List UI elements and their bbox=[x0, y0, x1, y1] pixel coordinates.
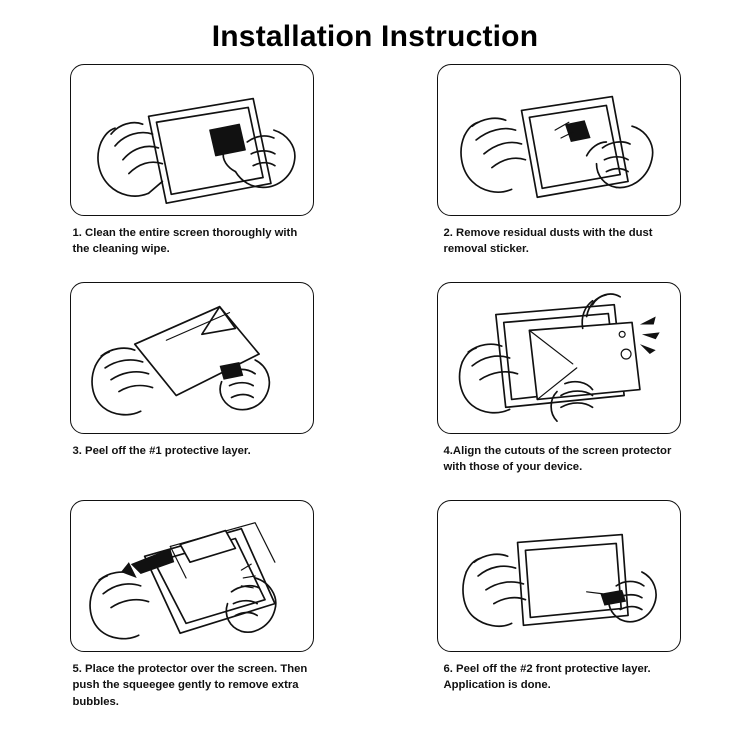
step-1 bbox=[8, 64, 375, 282]
step-3 bbox=[8, 282, 375, 500]
step-1-caption: 1. Clean the entire screen thoroughly with the cleaning wipe. bbox=[72, 227, 298, 256]
step-3-caption: 3. Peel off the #1 protective layer. bbox=[72, 445, 251, 457]
step-1-illustration bbox=[70, 64, 314, 216]
step-5-illustration bbox=[70, 500, 314, 652]
step-5 bbox=[8, 500, 375, 718]
step-3-illustration bbox=[70, 282, 314, 434]
page-title: Installation Instruction bbox=[211, 20, 539, 53]
step-2 bbox=[375, 64, 742, 282]
step-5-caption: 5. Place the protector over the screen. Then push the squeegee gently to remove extra bubbles. bbox=[72, 663, 308, 708]
step-6 bbox=[375, 500, 742, 718]
step-4-illustration bbox=[437, 282, 681, 434]
step-2-illustration bbox=[437, 64, 681, 216]
step-6-illustration bbox=[437, 500, 681, 652]
steps-grid bbox=[0, 64, 750, 718]
step-4 bbox=[375, 282, 742, 500]
step-4-caption: 4.Align the cutouts of the screen protector with those of your device. bbox=[443, 445, 672, 474]
step-2-caption: 2. Remove residual dusts with the dust removal sticker. bbox=[443, 227, 653, 256]
step-6-caption: 6. Peel off the #2 front protective layer. Application is done. bbox=[443, 663, 651, 692]
